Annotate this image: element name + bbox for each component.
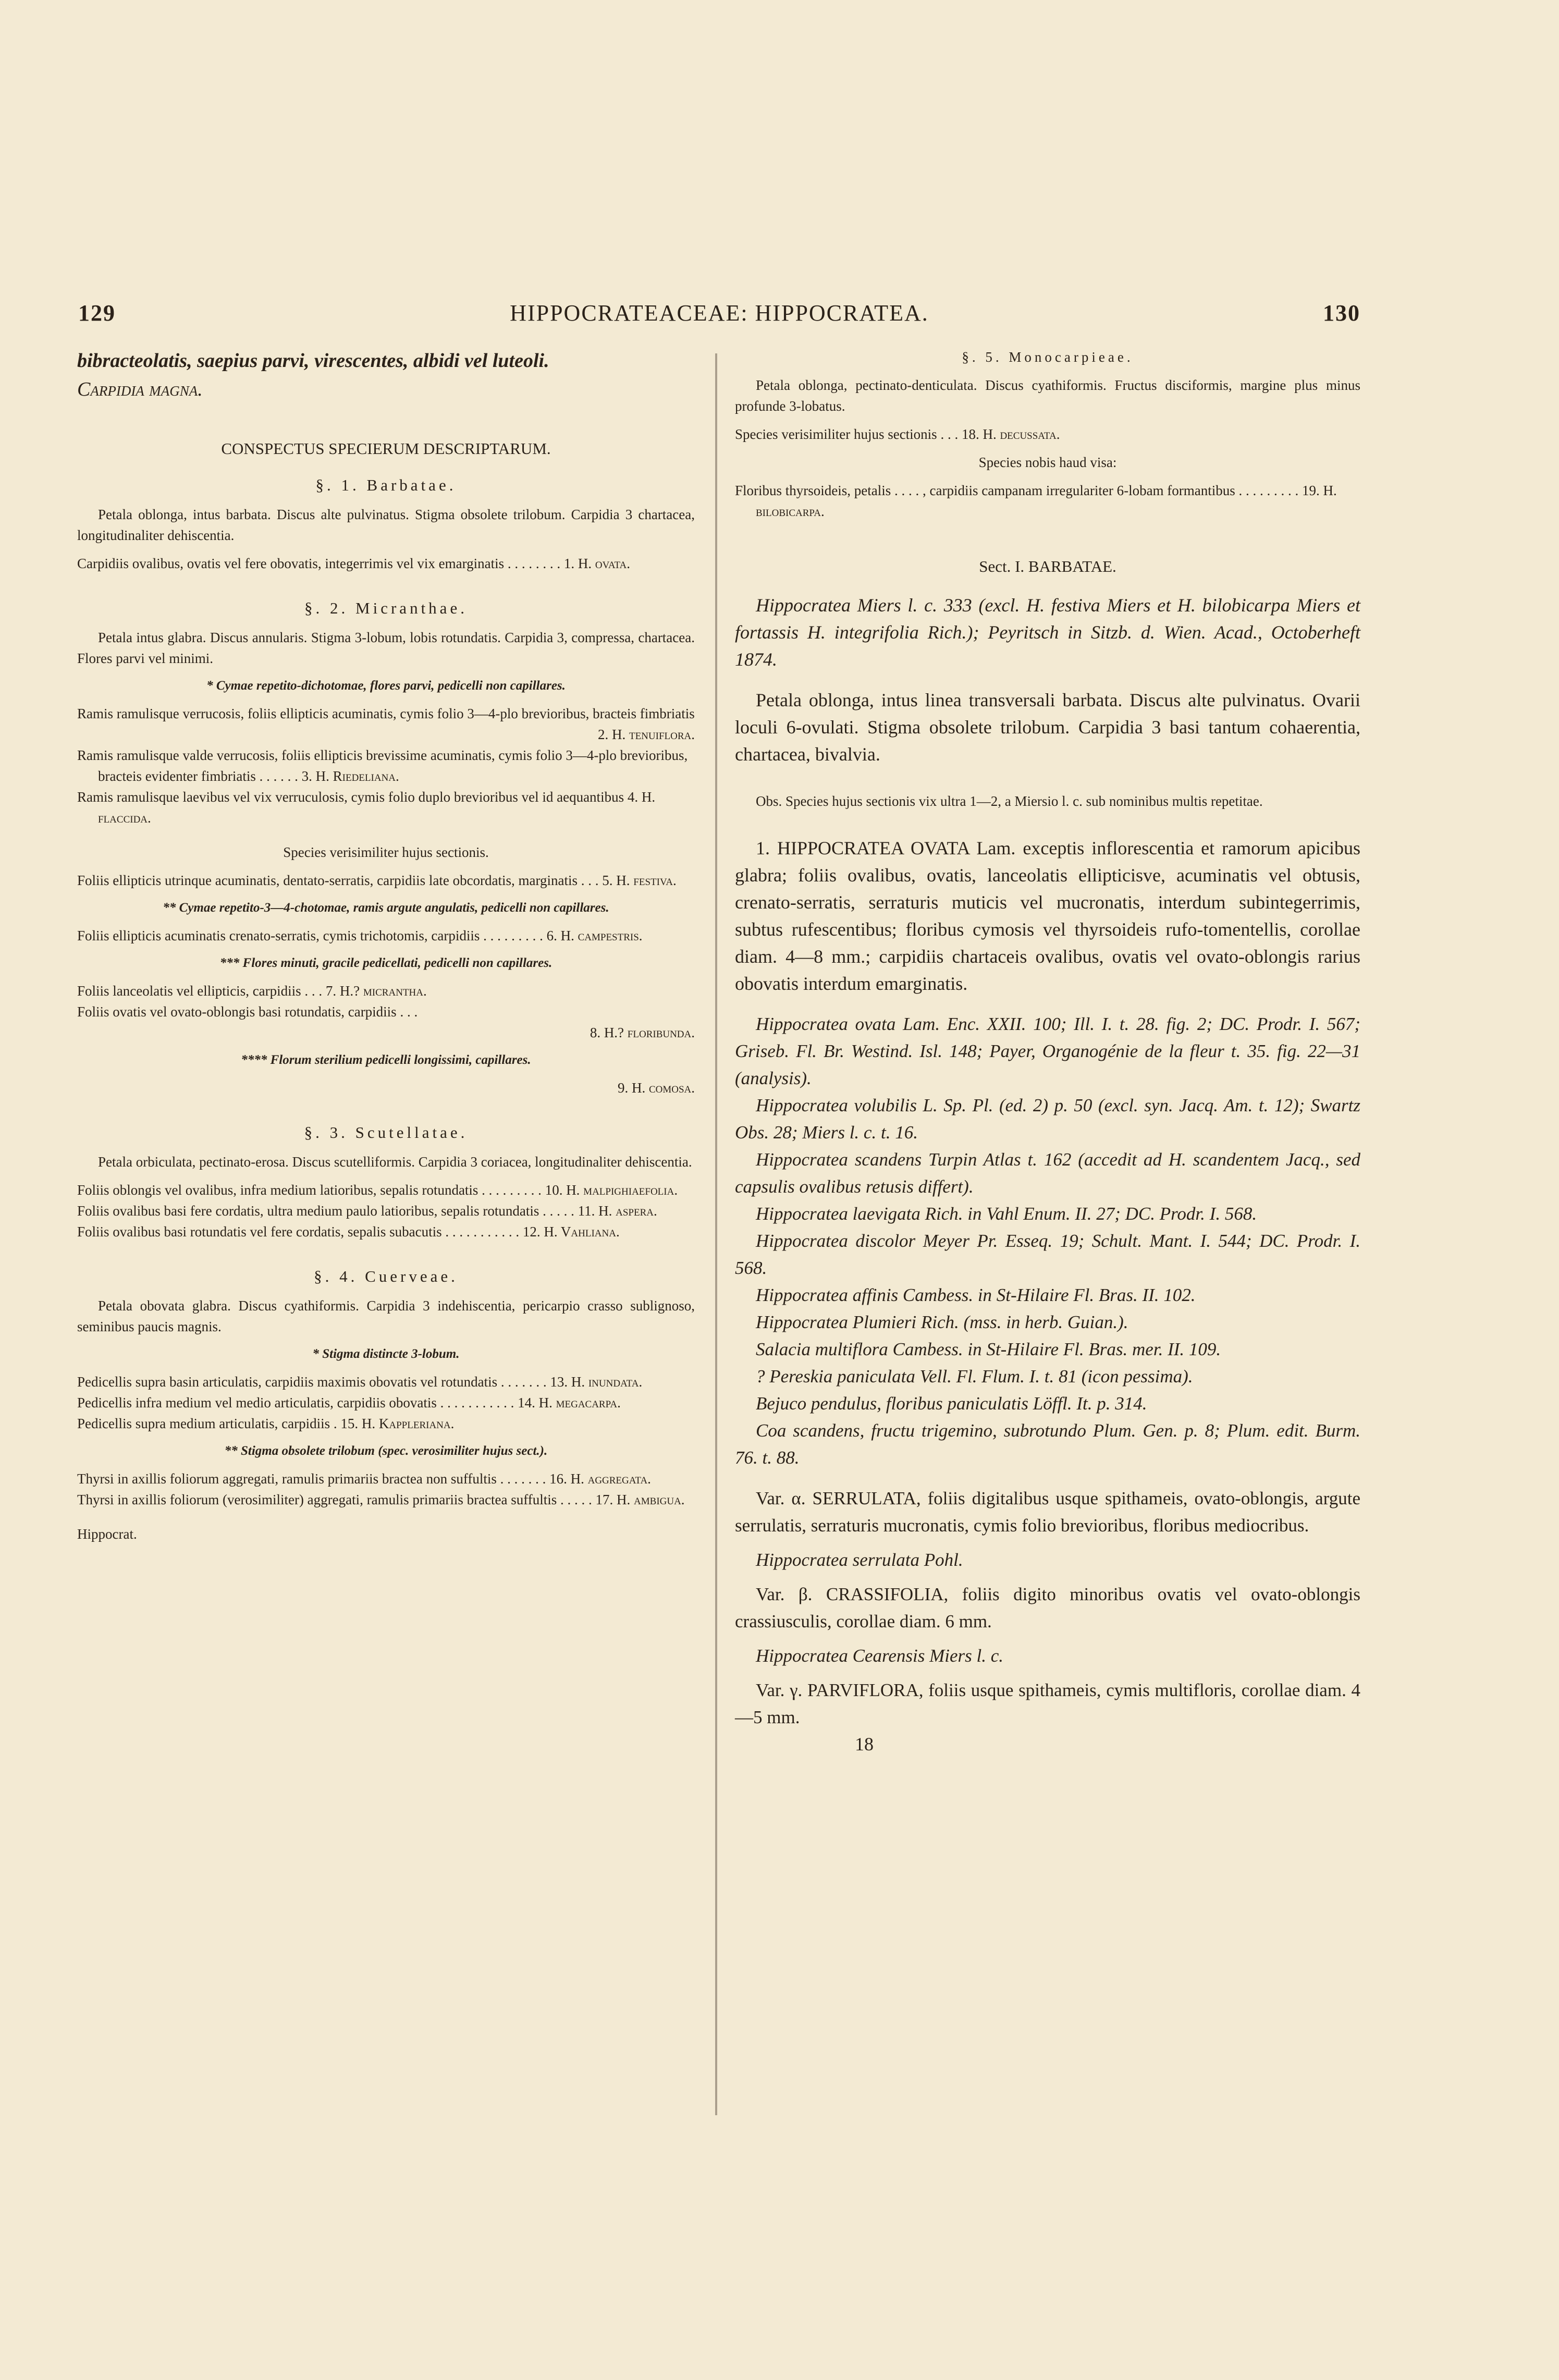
- running-header: [78, 295, 1360, 336]
- key-entry-1: Carpidiis ovalibus, ovatis vel fere obovatis, integerrimis vel vix emarginatis . . . . . . . . 1. H. ovata.: [77, 556, 631, 571]
- intro-line-1: bibracteolatis, saepius parvi, virescentes, albidi vel luteoli.: [77, 350, 549, 372]
- sect-1-observation: Obs. Species hujus sectionis vix ultra 1—2, a Miersio l. c. sub nominibus multis repetitae.: [756, 793, 1263, 809]
- key-entry-6: Foliis ellipticis acuminatis crenato-serratis, cymis trichotomis, carpidiis . . . . . . . . . 6. H. campestris.: [77, 928, 643, 943]
- running-title: HIPPOCRATEACEAE: HIPPOCRATEA.: [510, 300, 929, 326]
- variety-alpha: Var. α. SERRULATA, foliis digitalibus usque spithameis, ovato-oblongis, argute serrulatis, serraturis mucronatis, cymis folio brevioribus, floribus mediocribus.: [735, 1488, 1360, 1536]
- section-3-description: Petala orbiculata, pectinato-erosa. Discus scutelliformis. Carpidia 3 coriacea, longitudinaliter dehiscentia.: [98, 1154, 692, 1170]
- sect-1-synonymy: Hippocratea Miers l. c. 333 (excl. H. festiva Miers et H. bilobicarpa Miers et fortassis H. integrifolia Rich.); Peyritsch in Sitzb. d. Wien. Acad., Octoberheft 1874.: [735, 595, 1360, 670]
- section-1-title: §. 1. Barbatae.: [315, 476, 457, 494]
- key-entry-11: Foliis ovalibus basi fere cordatis, ultra medium paulo latioribus, sepalis rotundatis . . . . . 11. H. aspera.: [77, 1203, 657, 1219]
- synonym-2: Hippocratea volubilis L. Sp. Pl. (ed. 2) p. 50 (excl. syn. Jacq. Am. t. 12); Swartz Obs. 28; Miers l. c. t. 16.: [735, 1095, 1360, 1143]
- key-entry-8-text: Foliis ovatis vel ovato-oblongis basi rotundatis, carpidiis . . .: [77, 1004, 418, 1020]
- species-1-description: 1. HIPPOCRATEA OVATA Lam. exceptis inflorescentia et ramorum apicibus glabra; foliis ovalibus, ovatis, lanceolatis ellipticisve, acuminatis vel obtusis, crenato-serratis, serraturis muticis vel mucronatis, interdum subintegerrimis, subtus rufescentibus; floribus cymosis vel thyrsoideis rufo-tomentellis, corollae diam. 4—8 mm.; carpidiis chartaceis ovalibus, ovatis vel ovato-oblongis rarius obovatis interdum emarginatis.: [735, 838, 1360, 994]
- key-entry-3: Ramis ramulisque valde verrucosis, foliis ellipticis brevissime acuminatis, cymis folio 3—4-plo brevioribus, bracteis evidenter fimbriatis . . . . . . 3. H. Riedeliana.: [77, 747, 688, 784]
- synonym-1: Hippocratea ovata Lam. Enc. XXII. 100; Ill. I. t. 28. fig. 2; DC. Prodr. I. 567; Griseb. Fl. Br. Westind. Isl. 148; Payer, Organogénie de la fleur t. 35. fig. 22—31 (analysis).: [735, 1014, 1360, 1088]
- section-5-nobis: Species nobis haud visa:: [978, 455, 1117, 470]
- synonym-5: Hippocratea discolor Meyer Pr. Esseq. 19; Schult. Mant. I. 544; DC. Prodr. I. 568.: [735, 1231, 1360, 1278]
- signature-mark: 18: [855, 1734, 874, 1755]
- key-entry-5: Foliis ellipticis utrinque acuminatis, dentato-serratis, carpidiis late obcordatis, marginatis . . . 5. H. festiva.: [77, 873, 677, 888]
- section-2-group-4: **** Florum sterilium pedicelli longissimi, capillares.: [241, 1053, 531, 1067]
- key-entry-13: Pedicellis supra basin articulatis, carpidiis maximis obovatis vel rotundatis . . . . . . . 13. H. inundata.: [77, 1374, 643, 1390]
- page-number-right: 130: [1323, 300, 1360, 326]
- left-column: [77, 347, 695, 1544]
- key-entry-19: Floribus thyrsoideis, petalis . . . . , carpidiis campanam irregulariter 6-lobam formantibus . . . . . . . . . 19. H. bilobicarpa.: [735, 483, 1337, 519]
- section-1-description: Petala oblonga, intus barbata. Discus alte pulvinatus. Stigma obsolete trilobum. Carpidia 3 chartacea, longitudinaliter dehiscentia.: [77, 507, 695, 543]
- sect-1-title: Sect. I. BARBATAE.: [979, 557, 1116, 575]
- section-4-group-2: ** Stigma obsolete trilobum (spec. verosimiliter hujus sect.).: [224, 1444, 548, 1458]
- section-2-group-3: *** Flores minuti, gracile pedicellati, pedicelli non capillares.: [219, 956, 553, 970]
- key-entry-2-ref: 2. H. tenuiflora.: [597, 727, 695, 742]
- section-4-group-1: * Stigma distincte 3-lobum.: [312, 1347, 460, 1361]
- conspectus-title: CONSPECTUS SPECIERUM DESCRIPTARUM.: [221, 439, 551, 458]
- key-entry-14: Pedicellis infra medium vel medio articulatis, carpidiis obovatis . . . . . . . . . . . 14. H. megacarpa.: [77, 1395, 621, 1410]
- key-entry-8-ref: 8. H.? floribunda.: [590, 1025, 695, 1040]
- section-5-title: §. 5. Monocarpieae.: [962, 349, 1134, 365]
- key-entry-7: Foliis lanceolatis vel ellipticis, carpidiis . . . 7. H.? micrantha.: [77, 983, 427, 999]
- section-4-description: Petala obovata glabra. Discus cyathiformis. Carpidia 3 indehiscentia, pericarpio crasso sublignoso, seminibus paucis magnis.: [77, 1298, 695, 1334]
- section-2-verisimiliter: Species verisimiliter hujus sectionis.: [283, 844, 489, 860]
- key-entry-10: Foliis oblongis vel ovalibus, infra medium latioribus, sepalis rotundatis . . . . . . . . . 10. H. malpighiaefolia.: [77, 1182, 678, 1198]
- variety-alpha-synonym: Hippocratea serrulata Pohl.: [756, 1550, 963, 1570]
- synonym-8: Salacia multiflora Cambess. in St-Hilaire Fl. Bras. mer. II. 109.: [756, 1339, 1221, 1359]
- synonym-10: Bejuco pendulus, floribus paniculatis Löffl. It. p. 314.: [756, 1393, 1147, 1414]
- synonym-6: Hippocratea affinis Cambess. in St-Hilaire Fl. Bras. II. 102.: [756, 1285, 1196, 1305]
- catchword: Hippocrat.: [77, 1526, 137, 1542]
- species-1-synonyms: [735, 1011, 1360, 1471]
- key-entry-9-ref: 9. H. comosa.: [617, 1080, 695, 1096]
- synonym-7: Hippocratea Plumieri Rich. (mss. in herb. Guian.).: [756, 1312, 1128, 1332]
- column-divider: [715, 353, 717, 2115]
- key-entry-18: Species verisimiliter hujus sectionis . . . 18. H. decussata.: [735, 426, 1060, 442]
- key-entry-17: Thyrsi in axillis foliorum (verosimiliter) aggregati, ramulis primariis bractea suffultis . . . . . 17. H. ambigua.: [77, 1492, 685, 1507]
- synonym-11: Coa scandens, fructu trigemino, subrotundo Plum. Gen. p. 8; Plum. edit. Burm. 76. t. 88.: [735, 1420, 1360, 1468]
- section-5-description: Petala oblonga, pectinato-denticulata. Discus cyathiformis. Fructus disciformis, margine plus minus profunde 3-lobatus.: [735, 377, 1360, 414]
- variety-beta: Var. β. CRASSIFOLIA, foliis digito minoribus ovatis vel ovato-oblongis crassiusculis, corollae diam. 6 mm.: [735, 1584, 1360, 1631]
- key-entry-15: Pedicellis supra medium articulatis, carpidiis . 15. H. Kappleriana.: [77, 1416, 455, 1431]
- key-entry-2-text: Ramis ramulisque verrucosis, foliis ellipticis acuminatis, cymis folio 3—4-plo brevioribus, bracteis fimbriatis: [77, 706, 695, 721]
- section-2-description: Petala intus glabra. Discus annularis. Stigma 3-lobum, lobis rotundatis. Carpidia 3, compressa, chartacea. Flores parvi vel minimi.: [77, 630, 695, 666]
- variety-gamma: Var. γ. PARVIFLORA, foliis usque spithameis, cymis multifloris, corollae diam. 4—5 mm.: [735, 1680, 1360, 1727]
- sect-1-description: Petala oblonga, intus linea transversali barbata. Discus alte pulvinatus. Ovarii loculi 6-ovulati. Stigma obsolete trilobum. Carpidia 3 basi tantum cohaerentia, chartacea, bivalvia.: [735, 690, 1360, 765]
- key-entry-16: Thyrsi in axillis foliorum aggregati, ramulis primariis bractea non suffultis . . . . . . . 16. H. aggregata.: [77, 1471, 651, 1487]
- synonym-9: ? Pereskia paniculata Vell. Fl. Flum. I. t. 81 (icon pessima).: [756, 1366, 1193, 1387]
- section-2-group-2: ** Cymae repetito-3—4-chotomae, ramis argute angulatis, pedicelli non capillares.: [163, 901, 609, 915]
- section-2-title: §. 2. Micranthae.: [304, 599, 468, 617]
- section-4-title: §. 4. Cuerveae.: [314, 1267, 458, 1285]
- intro-line-2: Carpidia magna.: [77, 378, 203, 400]
- key-entry-4: Ramis ramulisque laevibus vel vix verruculosis, cymis folio duplo brevioribus vel id aequantibus 4. H. flaccida.: [77, 789, 656, 826]
- variety-beta-synonym: Hippocratea Cearensis Miers l. c.: [756, 1646, 1004, 1666]
- section-3-title: §. 3. Scutellatae.: [304, 1123, 468, 1142]
- section-2-group-1: * Cymae repetito-dichotomae, flores parvi, pedicelli non capillares.: [206, 679, 566, 693]
- right-column: [735, 347, 1360, 1757]
- page-number-left: 129: [78, 300, 116, 326]
- key-entry-12: Foliis ovalibus basi rotundatis vel fere cordatis, sepalis subacutis . . . . . . . . . . . 12. H. Vahliana.: [77, 1224, 620, 1240]
- synonym-4: Hippocratea laevigata Rich. in Vahl Enum. II. 27; DC. Prodr. I. 568.: [756, 1204, 1257, 1224]
- synonym-3: Hippocratea scandens Turpin Atlas t. 162 (accedit ad H. scandentem Jacq., sed capsulis ovalibus retusis differt).: [735, 1149, 1360, 1197]
